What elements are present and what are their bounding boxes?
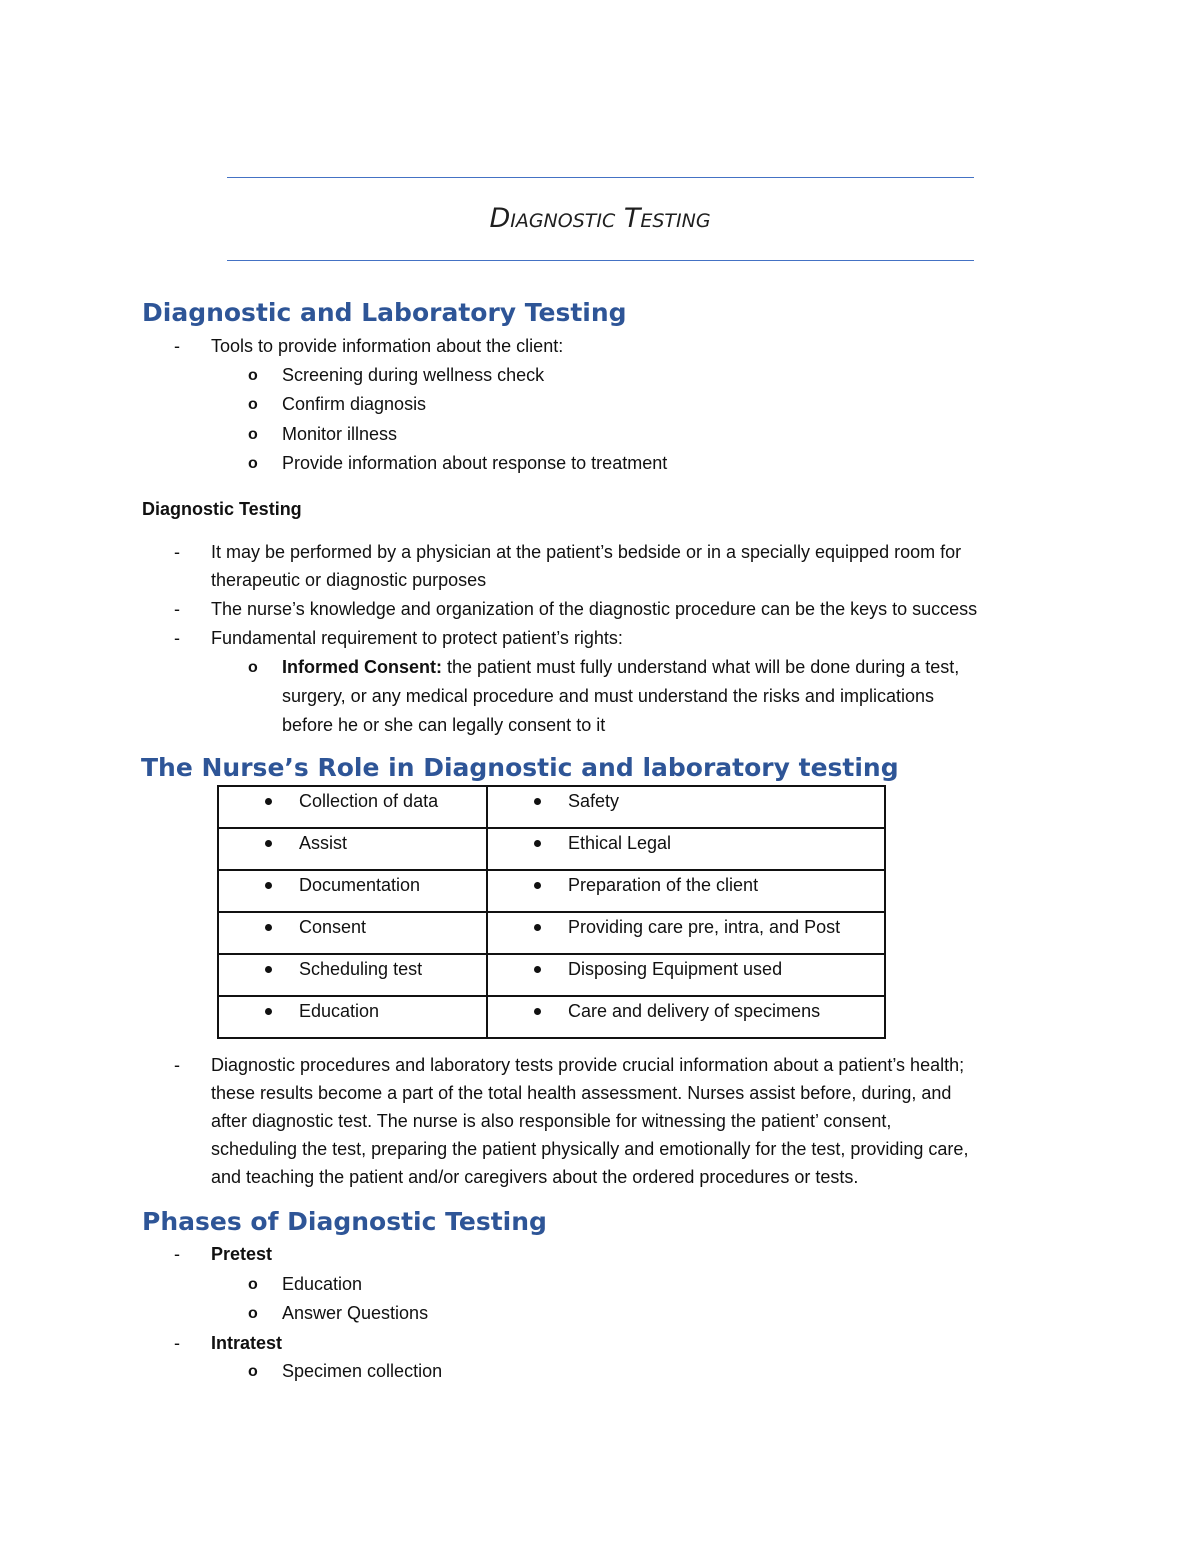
- cell-text: Safety: [567, 791, 619, 811]
- cell-text: Care and delivery of specimens: [567, 1001, 821, 1021]
- section-heading-diagnostic-lab-testing: Diagnostic and Laboratory Testing: [142, 298, 627, 327]
- sub-item-confirm: Confirm diagnosis: [282, 394, 427, 414]
- circle-bullet: o: [248, 367, 258, 384]
- cell-text: Scheduling test: [299, 959, 423, 979]
- bullet-dot-icon: [265, 966, 272, 973]
- paragraph-line-5: and teaching the patient and/or caregivers about the ordered procedures or tests.: [211, 1167, 859, 1187]
- informed-consent-term: Informed Consent:: [282, 657, 442, 677]
- dash-bullet: -: [174, 599, 180, 619]
- table-cell: [218, 954, 487, 996]
- document-title: Diagnostic Testing: [489, 203, 711, 234]
- paragraph-line-4: scheduling the test, preparing the patient physically and emotionally for the test, providing care,: [211, 1139, 969, 1159]
- cell-text: Assist: [299, 833, 348, 853]
- dash-bullet: -: [174, 1333, 180, 1353]
- sub-item-monitor: Monitor illness: [282, 424, 398, 444]
- title-rule-bottom: [227, 260, 974, 261]
- table-cell: [487, 912, 885, 954]
- dash-bullet: -: [174, 542, 180, 562]
- intratest-term: Intratest: [211, 1333, 283, 1353]
- circle-bullet: o: [248, 659, 258, 676]
- cell-text: Disposing Equipment used: [567, 959, 783, 979]
- bullet-dot-icon: [534, 966, 541, 973]
- table-cell: [218, 996, 487, 1038]
- cell-text: Ethical Legal: [567, 833, 672, 853]
- table-cell: [487, 996, 885, 1038]
- bullet-dot-icon: [534, 882, 541, 889]
- table-cell: [487, 870, 885, 912]
- pretest-term: Pretest: [211, 1244, 273, 1264]
- table-cell: [487, 954, 885, 996]
- title-rule-top: [227, 177, 974, 178]
- paragraph-line-2: these results become a part of the total health assessment. Nurses assist before, during, and: [211, 1083, 952, 1103]
- table-cell: [218, 786, 487, 828]
- diagnostic-testing-subheading: Diagnostic Testing: [142, 499, 302, 519]
- intratest-item-specimen: Specimen collection: [282, 1361, 443, 1381]
- bullet-dot-icon: [265, 1008, 272, 1015]
- cell-text: Providing care pre, intra, and Post: [567, 917, 841, 937]
- bullet-dot-icon: [534, 924, 541, 931]
- circle-bullet: o: [248, 1276, 258, 1293]
- table-row: [218, 786, 885, 828]
- sub-item-screening: Screening during wellness check: [282, 365, 545, 385]
- dash-bullet: -: [174, 336, 180, 356]
- knowledge-text: The nurse’s knowledge and organization of the diagnostic procedure can be the keys to success: [211, 599, 978, 619]
- cell-text: Documentation: [299, 875, 421, 895]
- bullet-dot-icon: [265, 798, 272, 805]
- bullet-dot-icon: [534, 840, 541, 847]
- informed-consent-line3: before he or she can legally consent to it: [282, 715, 606, 735]
- informed-consent-line2: surgery, or any medical procedure and must understand the risks and implications: [282, 686, 934, 706]
- table-cell: [218, 912, 487, 954]
- informed-consent-line1: [282, 653, 959, 682]
- bedside-text-line2: therapeutic or diagnostic purposes: [211, 570, 487, 590]
- paragraph-line-3: after diagnostic test. The nurse is also responsible for witnessing the patient’ consent,: [211, 1111, 892, 1131]
- dash-bullet: -: [174, 1055, 180, 1075]
- informed-consent-definition: the patient must fully understand what will be done during a test,: [442, 657, 960, 677]
- circle-bullet: o: [248, 1363, 258, 1380]
- circle-bullet: o: [248, 455, 258, 472]
- nurse-role-table: [217, 785, 886, 1039]
- table-row: [218, 954, 885, 996]
- table-cell: [218, 828, 487, 870]
- table-row: [218, 870, 885, 912]
- pretest-label: [211, 1240, 272, 1269]
- circle-bullet: o: [248, 1305, 258, 1322]
- sub-item-response: Provide information about response to treatment: [282, 453, 668, 473]
- cell-text: Preparation of the client: [567, 875, 759, 895]
- section-heading-nurse-role: The Nurse’s Role in Diagnostic and laboratory testing: [141, 753, 899, 782]
- circle-bullet: o: [248, 426, 258, 443]
- circle-bullet: o: [248, 396, 258, 413]
- bullet-dot-icon: [265, 924, 272, 931]
- pretest-item-education: Education: [282, 1274, 363, 1294]
- bullet-dot-icon: [265, 882, 272, 889]
- bedside-text-line1: It may be performed by a physician at the patient’s bedside or in a specially equipped room for: [211, 542, 962, 562]
- bullet-dot-icon: [534, 798, 541, 805]
- table-row: [218, 912, 885, 954]
- table-row: [218, 828, 885, 870]
- paragraph-line-1: Diagnostic procedures and laboratory tests provide crucial information about a patient’s health;: [211, 1055, 965, 1075]
- bullet-dot-icon: [265, 840, 272, 847]
- cell-text: Education: [299, 1001, 380, 1021]
- requirement-text: Fundamental requirement to protect patient’s rights:: [211, 628, 623, 648]
- table-cell: [487, 786, 885, 828]
- cell-text: Consent: [299, 917, 367, 937]
- bullet-dot-icon: [534, 1008, 541, 1015]
- pretest-item-questions: Answer Questions: [282, 1303, 429, 1323]
- dash-bullet: -: [174, 1244, 180, 1264]
- table-cell: [487, 828, 885, 870]
- intratest-label: [211, 1329, 282, 1358]
- cell-text: Collection of data: [299, 791, 439, 811]
- dash-bullet: -: [174, 628, 180, 648]
- table-row: [218, 996, 885, 1038]
- table-cell: [218, 870, 487, 912]
- section-heading-phases: Phases of Diagnostic Testing: [142, 1207, 547, 1236]
- tools-bullet-text: Tools to provide information about the client:: [211, 336, 564, 356]
